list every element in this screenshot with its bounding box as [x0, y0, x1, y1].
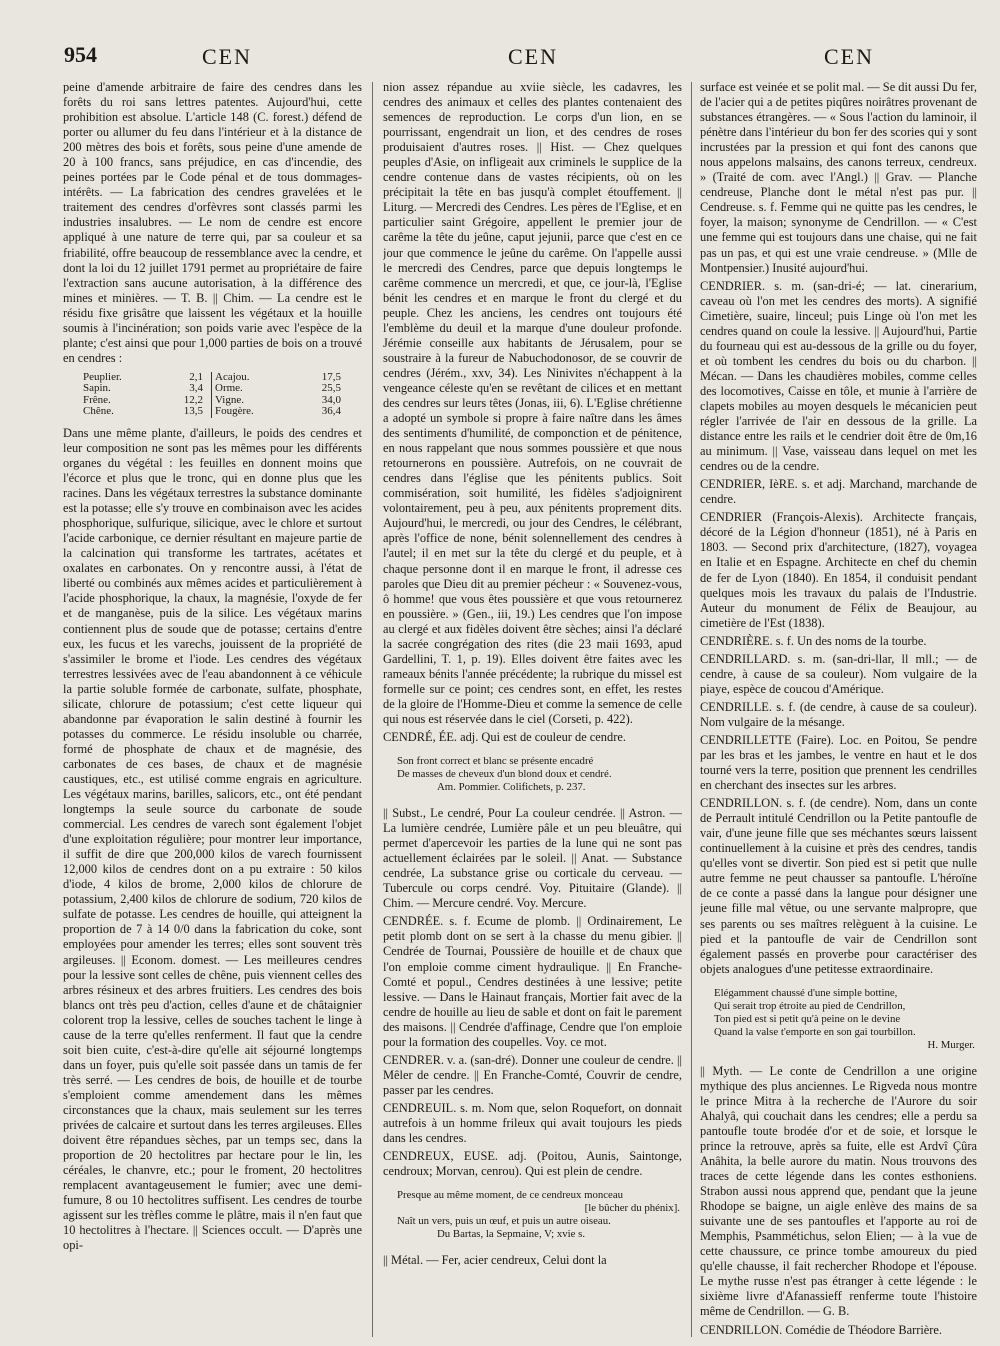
- verse-source: Du Bartas, la Sepmaine, V; xvie s.: [437, 1228, 586, 1241]
- entry-cendrillon-comedy: CENDRILLON. Comédie de Théodore Barrière.: [700, 1322, 943, 1337]
- table-cell: Acajou.: [215, 370, 250, 383]
- verse-source: H. Murger.: [927, 1038, 975, 1051]
- table-cell: Frêne.: [83, 393, 111, 406]
- table-cell: 2,1: [189, 370, 203, 383]
- running-head-left: CEN: [202, 44, 252, 69]
- verse-line: Ton pied est si petit qu'à peine on le devine: [714, 1012, 901, 1025]
- paragraph: || Métal. — Fer, acier cendreux, Celui dont la: [383, 1253, 607, 1268]
- verse-source: Am. Pommier. Colifichets, p. 237.: [437, 781, 586, 794]
- verse-line: Son front correct et blanc se présente encadré: [397, 755, 594, 768]
- entry-cendreuil: CENDREUIL. s. m. Nom que, selon Roquefort, on donnait autrefois à un homme frileux qui avait toujours les pieds dans les cendres.: [383, 1100, 682, 1146]
- paragraph: || Subst., Le cendré, Pour La couleur cendrée. || Astron. — La lumière cendrée, Lumière pâle et un peu bleuâtre, qui permet d'apercevoir les parties de la lune qui ne sont pas actuellement éclairées par le soleil. || Anat. — Substance cendrée, La substance grise ou corticale du cerveau. — Tubercule ou corps cendré. Voy. Pituitaire (Glande). || Chim. — Mercure cendré. Voy. Mercure.: [383, 806, 682, 911]
- table-cell: 25,5: [321, 382, 341, 395]
- verse-line: [le bûcher du phénix].: [584, 1202, 680, 1215]
- entry-cendrier: CENDRIER. s. m. (san-dri-é; — lat. cinerarium, caveau où l'on met les cendres des morts). A signifié Cimetière, suaire, linceul; puis Linge où l'on met les cendres quand on coule la lessive. || Aujourd'hui, Partie du fourneau qui est au-dessous de la grille ou du foyer, et où tombent les cendres du bois ou du charbon. || Mécan. — Dans les chaudières mobiles, comme celles des locomotives, Caisse en tôle, et munie à l'arrière de clapets mobiles au moyen desquels le mécanicien peut régler l'arrivée de l'air en dessous de la grille. La distance entre les rails et le cendrier doit être de 0m,16 au minimum. || Vase, vaisseau dans lequel on met les cendres ou de la cendre.: [700, 278, 977, 474]
- entry-cendree: CENDRÉE. s. f. Ecume de plomb. || Ordinairement, Le petit plomb dont on se sert à la chasse du menu gibier. || Cendrée de Tournai, Poussière de houille et de chaux que l'on emploie comme ciment hydraulique. || En Franche-Comté et popul., Cendres destinées à une lessive; petite lessive. — Dans le Hainaut français, Mortier fait avec de la cendre de houille au lieu de sable et dont on fait le parement des maisons. || Cendrée d'affinage, Cendre que l'on emploie pour la formation des coupelles. Voy. ce mot.: [383, 914, 682, 1049]
- table-cell: 36,4: [321, 405, 341, 418]
- paragraph: Dans une même plante, d'ailleurs, le poids des cendres et leur composition ne sont pas les mêmes pour les différents organes du végétal : les feuilles en donnent moins que l'écorce et plus que le tronc, qui en donne plus que les racines. Dans les végétaux terrestres la substance dominante est la potasse; elle s'y trouve en combinaison avec les acides phosphorique, sulfurique, silicique, avec le chlore et surtout l'acide carbonique, ce dernier résultant en majeure partie de la calcination qui transforme les tartrates, acétates et oxalates en carbonates. On y rencontre aussi, à l'état de liberté ou combinés aux mêmes acides et particulièrement à l'acide phosphorique, la chaux, la magnésie, l'oxyde de fer et de manganèse, puis de la silice. Les végétaux marins contiennent plus de soude que de potasse; certains d'entre eux, les fucus et les varechs, jouissent de la propriété de s'assimiler le brome et l'iode. Les cendres des végétaux terrestres lessivées avec de l'eau abandonnent à ce véhicule la partie soluble formée de carbonate, sulfate, phosphate, silicate, chlorure de potassium; c'est cette liqueur qui abandonne par évaporation le salin destiné à fournir les potasses du commerce. Le résidu insoluble ou charrée, formé de phosphate de chaux et de magnésie, des carbonates de ces bases, de chaux et de magnésie caustiques, etc., est utilisé comme engrais en agriculture. Les végétaux marins, barilles, salicors, etc., ont été pendant longtemps la seule source du carbonate de soude commercial. Les cendres de varech sont également l'objet d'une exploitation régulière; pour montrer leur importance, il suffit de dire que 200,000 kilos de varech fournissent 12,000 kilos de cendres dont on a pu extraire : 50 kilos d'iode, 4 kilos de brome, 2,000 kilos de chlorure de potassium, 2,400 kilos de chlorure de sodium, 720 kilos de sulfate de potasse. Les cendres de houille, qui atteignent la proportion de 7 à 14 0/0 dans la fabrication du coke, sont employées pour amender les terres; elles sont souvent très argileuses. || Econom. domest. — Les meilleures cendres pour la lessive sont celles de chêne, puis viennent celles des arbres résineux et des arbres fruitiers. Les cendres des bois blancs ont très peu d'action, celles d'aune et de châtaignier colorent trop la lessive, celles de souches tachent le linge à cause de la terre qu'elles renferment. Il faut que la cendre soit bien cuite, c'est-à-dire qu'elle ait séjourné longtemps dans un foyer, puis qu'elle soit passée dans un tamis de fer très serré. — Les cendres de bois, de houille et de tourbe s'emploient comme amendement dans les mêmes circonstances que la chaux, mais seulement sur les terres privées de calcaire et surtout dans les terres argileuses. Elles doivent être répandues sèches, par un temps sec, dans la proportion de 20 hectolitres par hectare pour le lin, les céréales, le chanvre, etc.; pour le froment, 20 hectolitres remplacent avantageusement le fumier; avec une demi-fumure, 8 ou 10 hectolitres suffisent. Les cendres de tourbe agissent sur les trèfles comme le plâtre, mais il n'en faut que 10 hectolitres à l'hectare. || Sciences occult. — D'après une opi-: [63, 425, 362, 1253]
- entry-cendrille: CENDRILLE. s. f. (de cendre, à cause de sa couleur). Nom vulgaire de la mésange.: [700, 699, 977, 729]
- paragraph: peine d'amende arbitraire de faire des cendres dans les forêts du roi sans lettres patentes. Aujourd'hui, cette prohibition est absolue. L'article 148 (C. forest.) défend de porter ou allumer du feu dans l'intérieur et à la distance de 200 mètres des bois et forêts, sous peine d'une amende de 20 à 100 francs, sans préjudice, en cas d'incendie, des peines portées par le Code pénal et de tous dommages-intérêts. — La fabrication des cendres gravelées et le traitement des cendres d'orfèvres sont classés parmi les industries insalubres. — Le nom de cendre est encore appliqué à une nature de terre qui, par sa couleur et sa friabilité, offre beaucoup de ressemblance avec la cendre, et dont la loi du 12 juillet 1791 permet au propriétaire de faire l'extraction sans aucune autorisation, à la différence des mines et minières. — T. B. || Chim. — La cendre est le résidu fixe grisâtre que laissent les végétaux et la houille soumis à l'incinération; son poids varie avec l'espèce de la plante; c'est ainsi que pour 1,000 parties de bois on a trouvé en cendres :: [63, 80, 362, 365]
- verse-quote: [397, 755, 680, 794]
- entry-cendriere: CENDRIÈRE. s. f. Un des noms de la tourbe.: [700, 633, 927, 648]
- entry-cendrier-architect: CENDRIER (François-Alexis). Architecte français, décoré de la Légion d'honneur (1851), né à Paris en 1803. — Second prix d'architecture, (1827), voyagea en Italie et en Espagne. Architecte en chef du chemin de fer de Lyon (1840). En 1854, il conduisit pendant quelques mois les travaux du palais de l'Industrie. Auteur du monument de Félix de Beaujour, au cimetière de l'Est (1838).: [700, 510, 977, 630]
- verse-line: Naît un vers, puis un œuf, et puis un autre oiseau.: [397, 1215, 611, 1228]
- column-rule: [372, 82, 373, 1337]
- column-rule: [691, 82, 692, 1337]
- verse-quote: [397, 1189, 680, 1241]
- verse-line: Presque au même moment, de ce cendreux monceau: [397, 1189, 624, 1202]
- entry-cendrillette: CENDRILLETTE (Faire). Loc. en Poitou, Se pendre par les bras et les jambes, le ventre en haut et le dos tourné vers la terre, position que prennent les cendrilles en cherchant des insectes sur les arbres.: [700, 732, 977, 793]
- column-right: [700, 80, 977, 1342]
- table-cell: Orme.: [215, 382, 243, 395]
- verse-line: De masses de cheveux d'un blond doux et cendré.: [397, 768, 612, 781]
- column-left: [63, 80, 362, 1342]
- verse-line: Quand la valse t'emporte en son gai tourbillon.: [714, 1025, 916, 1038]
- table-cell: Chêne.: [83, 405, 114, 418]
- table-cell: 3,4: [189, 382, 203, 395]
- table-cell: Sapin.: [83, 382, 111, 395]
- running-head-right: CEN: [824, 44, 874, 69]
- table-cell: Fougère.: [215, 405, 254, 418]
- entry-cendreux: CENDREUX, EUSE. adj. (Poitou, Aunis, Saintonge, cendroux; Morvan, cenrou). Qui est plein de cendre.: [383, 1149, 682, 1179]
- verse-line: Elégamment chaussé d'une simple bottine,: [714, 986, 898, 999]
- column-middle: [383, 80, 682, 1342]
- table-cell: 12,2: [183, 393, 203, 406]
- running-head-center: CEN: [508, 44, 558, 69]
- entry-cendrer: CENDRER. v. a. (san-dré). Donner une couleur de cendre. || Mêler de cendre. || En Franche-Comté, Couvrir de cendre, passer par les cendres.: [383, 1052, 682, 1097]
- table-cell: Peuplier.: [83, 370, 122, 383]
- table-cell: 13,5: [183, 405, 203, 418]
- entry-cendrillon: CENDRILLON. s. f. (de cendre). Nom, dans un conte de Perrault intitulé Cendrillon ou la Petite pantoufle de vair, d'une jeune fille que ses méchantes sœurs laissent continuellement à la cuisine et près des cendres, tandis qu'elles vont se divertir. Son pied est si petit que nulle autre femme ne peut chausser sa pantoufle. L'héroïne de ce conte a passé dans la langue pour désigner une jeune fille mal vêtue, ou une servante malpropre, que ses parents ou ses maîtres relèguent à la cuisine. Le pied et la pantoufle de vair de Cendrillon sont également passés en proverbe pour caractériser des objets analogues d'une petitesse extraordinaire.: [700, 796, 977, 976]
- entry-cendre-adj: CENDRÉ, ÉE. adj. Qui est de couleur de cendre.: [383, 730, 626, 745]
- verse-quote: [714, 987, 975, 1052]
- ash-table: [83, 372, 362, 418]
- paragraph: || Myth. — Le conte de Cendrillon a une origine mythique des plus anciennes. Le Rigveda nous montre le prince Mitra à la recherche de l'Aurore du soir Ahalyâ, qui couchait dans les cendres; elle a perdu sa pantoufle toute brodée d'or et de soie, et lorsque le prince la retrouve, après sa fuite, elle est Ardvî Çûra Anâhita, la belle aurore du matin. Nous trouvons des traces de cette légende dans les contes esthoniens. Strabon aussi nous apprend que, pendant que la jeune Rhodope se baigne, un aigle enlève des mains de sa suivante une de ses pantoufles et l'apporte au roi de Memphis, Psammétichus, selon Elien; — à la vue de cette chaussure, ce prince tombe amoureux du pied qu'elle chausse, il fait rechercher Rhodope et l'épouse. Le mythe russe n'est pas étranger à cette légende : le sixième livre d'Afanassieff renferme toute l'histoire même de Cendrillon. — G. B.: [700, 1063, 977, 1319]
- table-cell: 34,0: [321, 393, 341, 406]
- entry-cendrillard: CENDRILLARD. s. m. (san-dri-llar, ll mll.; — de cendre, à cause de sa couleur). Nom vulgaire de la piaye, espèce de coucou d'Amérique.: [700, 651, 977, 696]
- paragraph: surface est veinée et se polit mal. — Se dit aussi Du fer, de l'acier qui a de petites piqûres noirâtres provenant de substances étrangères. — « Sous l'action du laminoir, il pénètre dans l'intérieur du bon fer des scories qui y sont incrustées par la pression et qui font des canons que nous appelons malsains, des canons terreux, cendreux. » (Traité de com. avec l'Angl.) || Grav. — Planche cendreuse, Planche dont le métal n'est pas pur. || Cendreuse. s. f. Femme qui ne quitte pas les cendres, le foyer, la maison; synonyme de Cendrillon. — « C'est une femme qui est toujours dans une chaise, qui ne fait pas un pas, et qui est une vraie cendreuse. » (Mlle de Montpensier.) Inusité aujourd'hui.: [700, 80, 977, 275]
- table-cell: Vigne.: [215, 393, 244, 406]
- table-cell: 17,5: [321, 370, 341, 383]
- page-number: 954: [64, 42, 97, 67]
- entry-cendrier-iere: CENDRIER, IèRE. s. et adj. Marchand, marchande de cendre.: [700, 477, 977, 507]
- paragraph: nion assez répandue au xviie siècle, les cadavres, les cendres des animaux et celles des plantes contenaient des semences de reproduction. Le corps d'un lion, en se pourrissant, engendrait un lion, et des cendres de roses produisaient d'autres roses. || Hist. — Chez quelques peuples d'Asie, on infligeait aux criminels le supplice de la cendre contenue dans de vastes récipients, où on les précipitait la tête en bas jusqu'à complet étouffement. || Liturg. — Mercredi des Cendres. Les pères de l'Eglise, et en particulier saint Grégoire, appellent le premier jour de carême la tête du jeûne, caput jejunii, parce que c'est en ce jour que commence le jeûne du carême. On l'appelle aussi le mercredi des Cendres, parce que depuis longtemps le carême commence un mercredi, et que, ce jour-là, l'Eglise bénit les cendres et en marque le front du clergé et du peuple. Chez les anciens, les cendres ont toujours été l'emblème du deuil et la marque d'une douleur profonde. Jérémie conseille aux habitants de Jérusalem, pour se soustraire à la fureur de Nabuchodonosor, de se couvrir de cendres (Jérém., xxv, 34). Les Ninivites n'échappent à la vengeance céleste qu'en se revêtant de cilices et en mettant des cendres sur leurs têtes (Jonas, iii, 6). L'Eglise chrétienne a adopté un symbole si propre à faire naître dans les âmes des sentiments d'humilité, de componction et de pénitence, en nous rappelant que nous sommes poussière et que nous retournerons en poussière. Autrefois, on ne couvrait de cendres dans l'église que les pénitents publics. Soit commisération, soit humilité, les fidèles s'adjoignirent volontairement, peu à peu, aux pénitents proprement dits. Aujourd'hui, le mercredi, ou jour des Cendres, le célébrant, après l'office de none, bénit solennellement des cendres à l'autel; il en met sur la tête du clergé et du peuple, et à chaque personne dont il en marque le front, il adresse ces paroles que Dieu dit au premier pécheur : « Souvenez-vous, ô homme! que vous êtes poussière et que vous retournerez en poussière. » (Gen., iii, 19.) Les cendres que l'on impose au clergé et aux fidèles doivent être sèches; ainsi l'a déclaré la sacrée congrégation des rites (die 23 maii 1693, apud Gardellini, T. 1, p. 19). Elles doivent être faites avec les rameaux bénits l'année précédente; la rubrique du missel est formelle sur ce point; ces cendres sont, en effet, les restes de la gloire de l'Homme-Dieu et comme la semence de celle qui nous est réservée dans le ciel (Corseti, p. 422).: [383, 80, 682, 726]
- verse-line: Qui serait trop étroite au pied de Cendrillon,: [714, 999, 906, 1012]
